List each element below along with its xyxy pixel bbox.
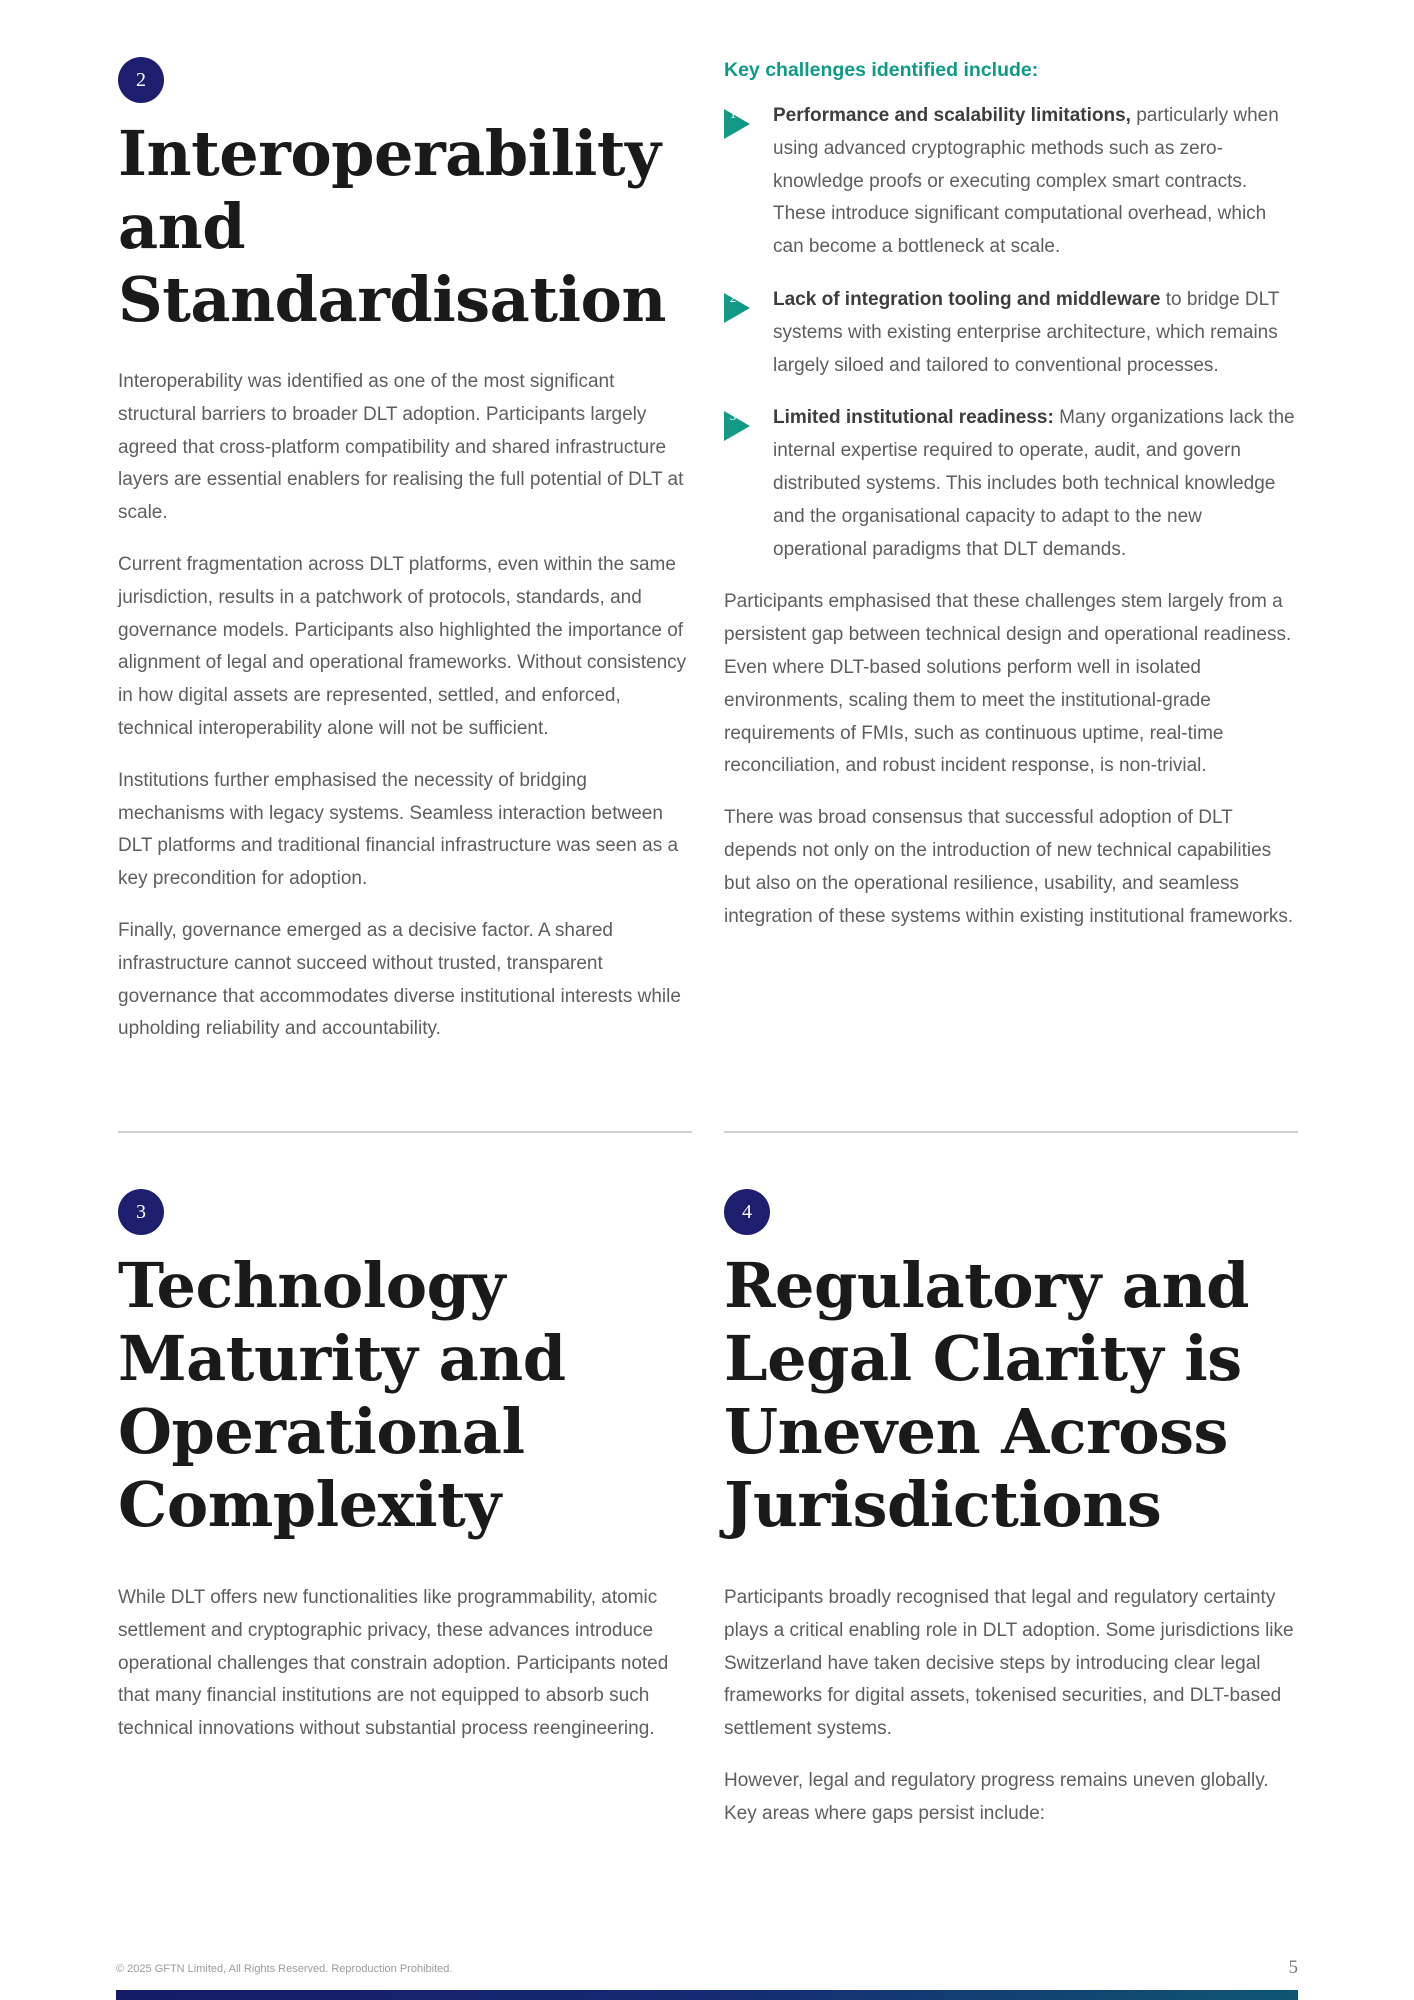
section-title <box>118 1249 692 1541</box>
challenge-body: Many organizations lack the internal expertise required to operate, audit, and govern distributed systems. This includes both technical knowledge and the organisational capacity to adapt to the new operational paradigms that DLT demands. <box>773 407 1295 560</box>
section-title <box>118 117 692 336</box>
challenge-text <box>773 100 1298 264</box>
challenge-body: particularly when using advanced cryptographic methods such as zero-knowledge proofs or executing complex smart contracts. These introduce significant computational overhead, which can become a bottleneck at scale. <box>773 105 1279 258</box>
body-paragraph: Finally, governance emerged as a decisive factor. A shared infrastructure cannot succeed without trusted, transparent governance that accommodates diverse institutional interests while upholding reliability and accountability. <box>118 919 681 1040</box>
title-line: Technology <box>118 1249 506 1322</box>
section-2 <box>118 57 692 336</box>
title-line: Jurisdictions <box>724 1468 1162 1541</box>
title-line: Legal Clarity is <box>724 1322 1242 1395</box>
body-paragraph: Current fragmentation across DLT platforms, even within the same jurisdiction, results in a patchwork of protocols, standards, and governance models. Participants also highlighted the importance of alignment of legal and operational frameworks. Without consistency in how digital assets are represented, settled, and enforced, technical interoperability alone will not be sufficient. <box>118 553 687 739</box>
challenge-text <box>773 402 1298 566</box>
challenges-body <box>724 586 1298 933</box>
challenge-bold: Performance and scalability limitations, <box>773 105 1131 126</box>
challenge-number: 2 <box>729 289 737 305</box>
challenge-item-1 <box>724 100 1298 264</box>
key-challenges <box>724 59 1298 952</box>
footer-gradient-bar <box>116 1990 1298 2000</box>
section-number-badge: 2 <box>118 57 164 103</box>
challenge-item-3 <box>724 402 1298 566</box>
section-3 <box>118 1189 692 1541</box>
section-3-body <box>118 1582 692 1765</box>
body-paragraph: While DLT offers new functionalities like programmability, atomic settlement and cryptographic privacy, these advances introduce operational challenges that constrain adoption. Participants noted that many financial institutions are not equipped to absorb such technical innovations without substantial process reengineering. <box>118 1587 669 1740</box>
body-paragraph: There was broad consensus that successful adoption of DLT depends not only on the introduction of new technical capabilities but also on the operational resilience, usability, and seamless integration of these systems within existing institutional frameworks. <box>724 807 1294 927</box>
title-line: and <box>118 190 246 263</box>
page-number: 5 <box>1288 1957 1298 1978</box>
challenge-number: 3 <box>729 408 737 424</box>
title-line: Complexity <box>118 1468 501 1541</box>
section-2-body <box>118 366 692 1065</box>
title-line: Uneven Across <box>724 1395 1228 1468</box>
section-4-body <box>724 1582 1298 1850</box>
title-line: Maturity and <box>118 1322 566 1395</box>
challenge-number: 1 <box>729 106 737 121</box>
challenge-bold: Limited institutional readiness: <box>773 407 1054 429</box>
body-paragraph: Participants broadly recognised that legal and regulatory certainty plays a critical enabling role in DLT adoption. Some jurisdictions like Switzerland have taken decisive steps by introducing clear legal frameworks for digital assets, tokenised securities, and DLT-based settlement systems. <box>724 1587 1294 1740</box>
section-divider <box>724 1131 1298 1133</box>
title-line: Regulatory and <box>724 1249 1249 1322</box>
challenge-item-2 <box>724 284 1298 382</box>
copyright-notice: © 2025 GFTN Limited, All Rights Reserved. Reproduction Prohibited. <box>116 1963 453 1975</box>
body-paragraph: Institutions further emphasised the necessity of bridging mechanisms with legacy systems. Seamless interaction between DLT platforms and traditional financial infrastructure was seen as a key precondition for adoption. <box>118 769 679 890</box>
section-4 <box>724 1189 1298 1541</box>
key-challenges-heading: Key challenges identified include: <box>724 59 1039 81</box>
challenge-text <box>773 284 1298 382</box>
challenge-body: to bridge DLT systems with existing enterprise architecture, which remains largely siloed and tailored to conventional processes. <box>773 288 1280 376</box>
body-paragraph: Interoperability was identified as one of the most significant structural barriers to broader DLT adoption. Participants largely agreed that cross-platform compatibility and shared infrastructure layers are essential enablers for realising the full potential of DLT at scale. <box>118 371 684 524</box>
section-number-badge: 4 <box>724 1189 770 1235</box>
title-line: Operational <box>118 1395 525 1468</box>
section-number-badge: 3 <box>118 1189 164 1235</box>
section-divider <box>118 1131 692 1133</box>
challenge-bold: Lack of integration tooling and middleware <box>773 288 1161 310</box>
section-title <box>724 1249 1298 1541</box>
title-line: Standardisation <box>118 263 666 336</box>
title-line: Interoperability <box>118 117 661 190</box>
body-paragraph: However, legal and regulatory progress remains uneven globally. Key areas where gaps persist include: <box>724 1769 1269 1824</box>
body-paragraph: Participants emphasised that these challenges stem largely from a persistent gap between technical design and operational readiness. Even where DLT-based solutions perform well in isolated environments, scaling them to meet the institutional-grade requirements of FMIs, such as continuous uptime, real-time reconciliation, and robust incident response, is non-trivial. <box>724 591 1292 777</box>
